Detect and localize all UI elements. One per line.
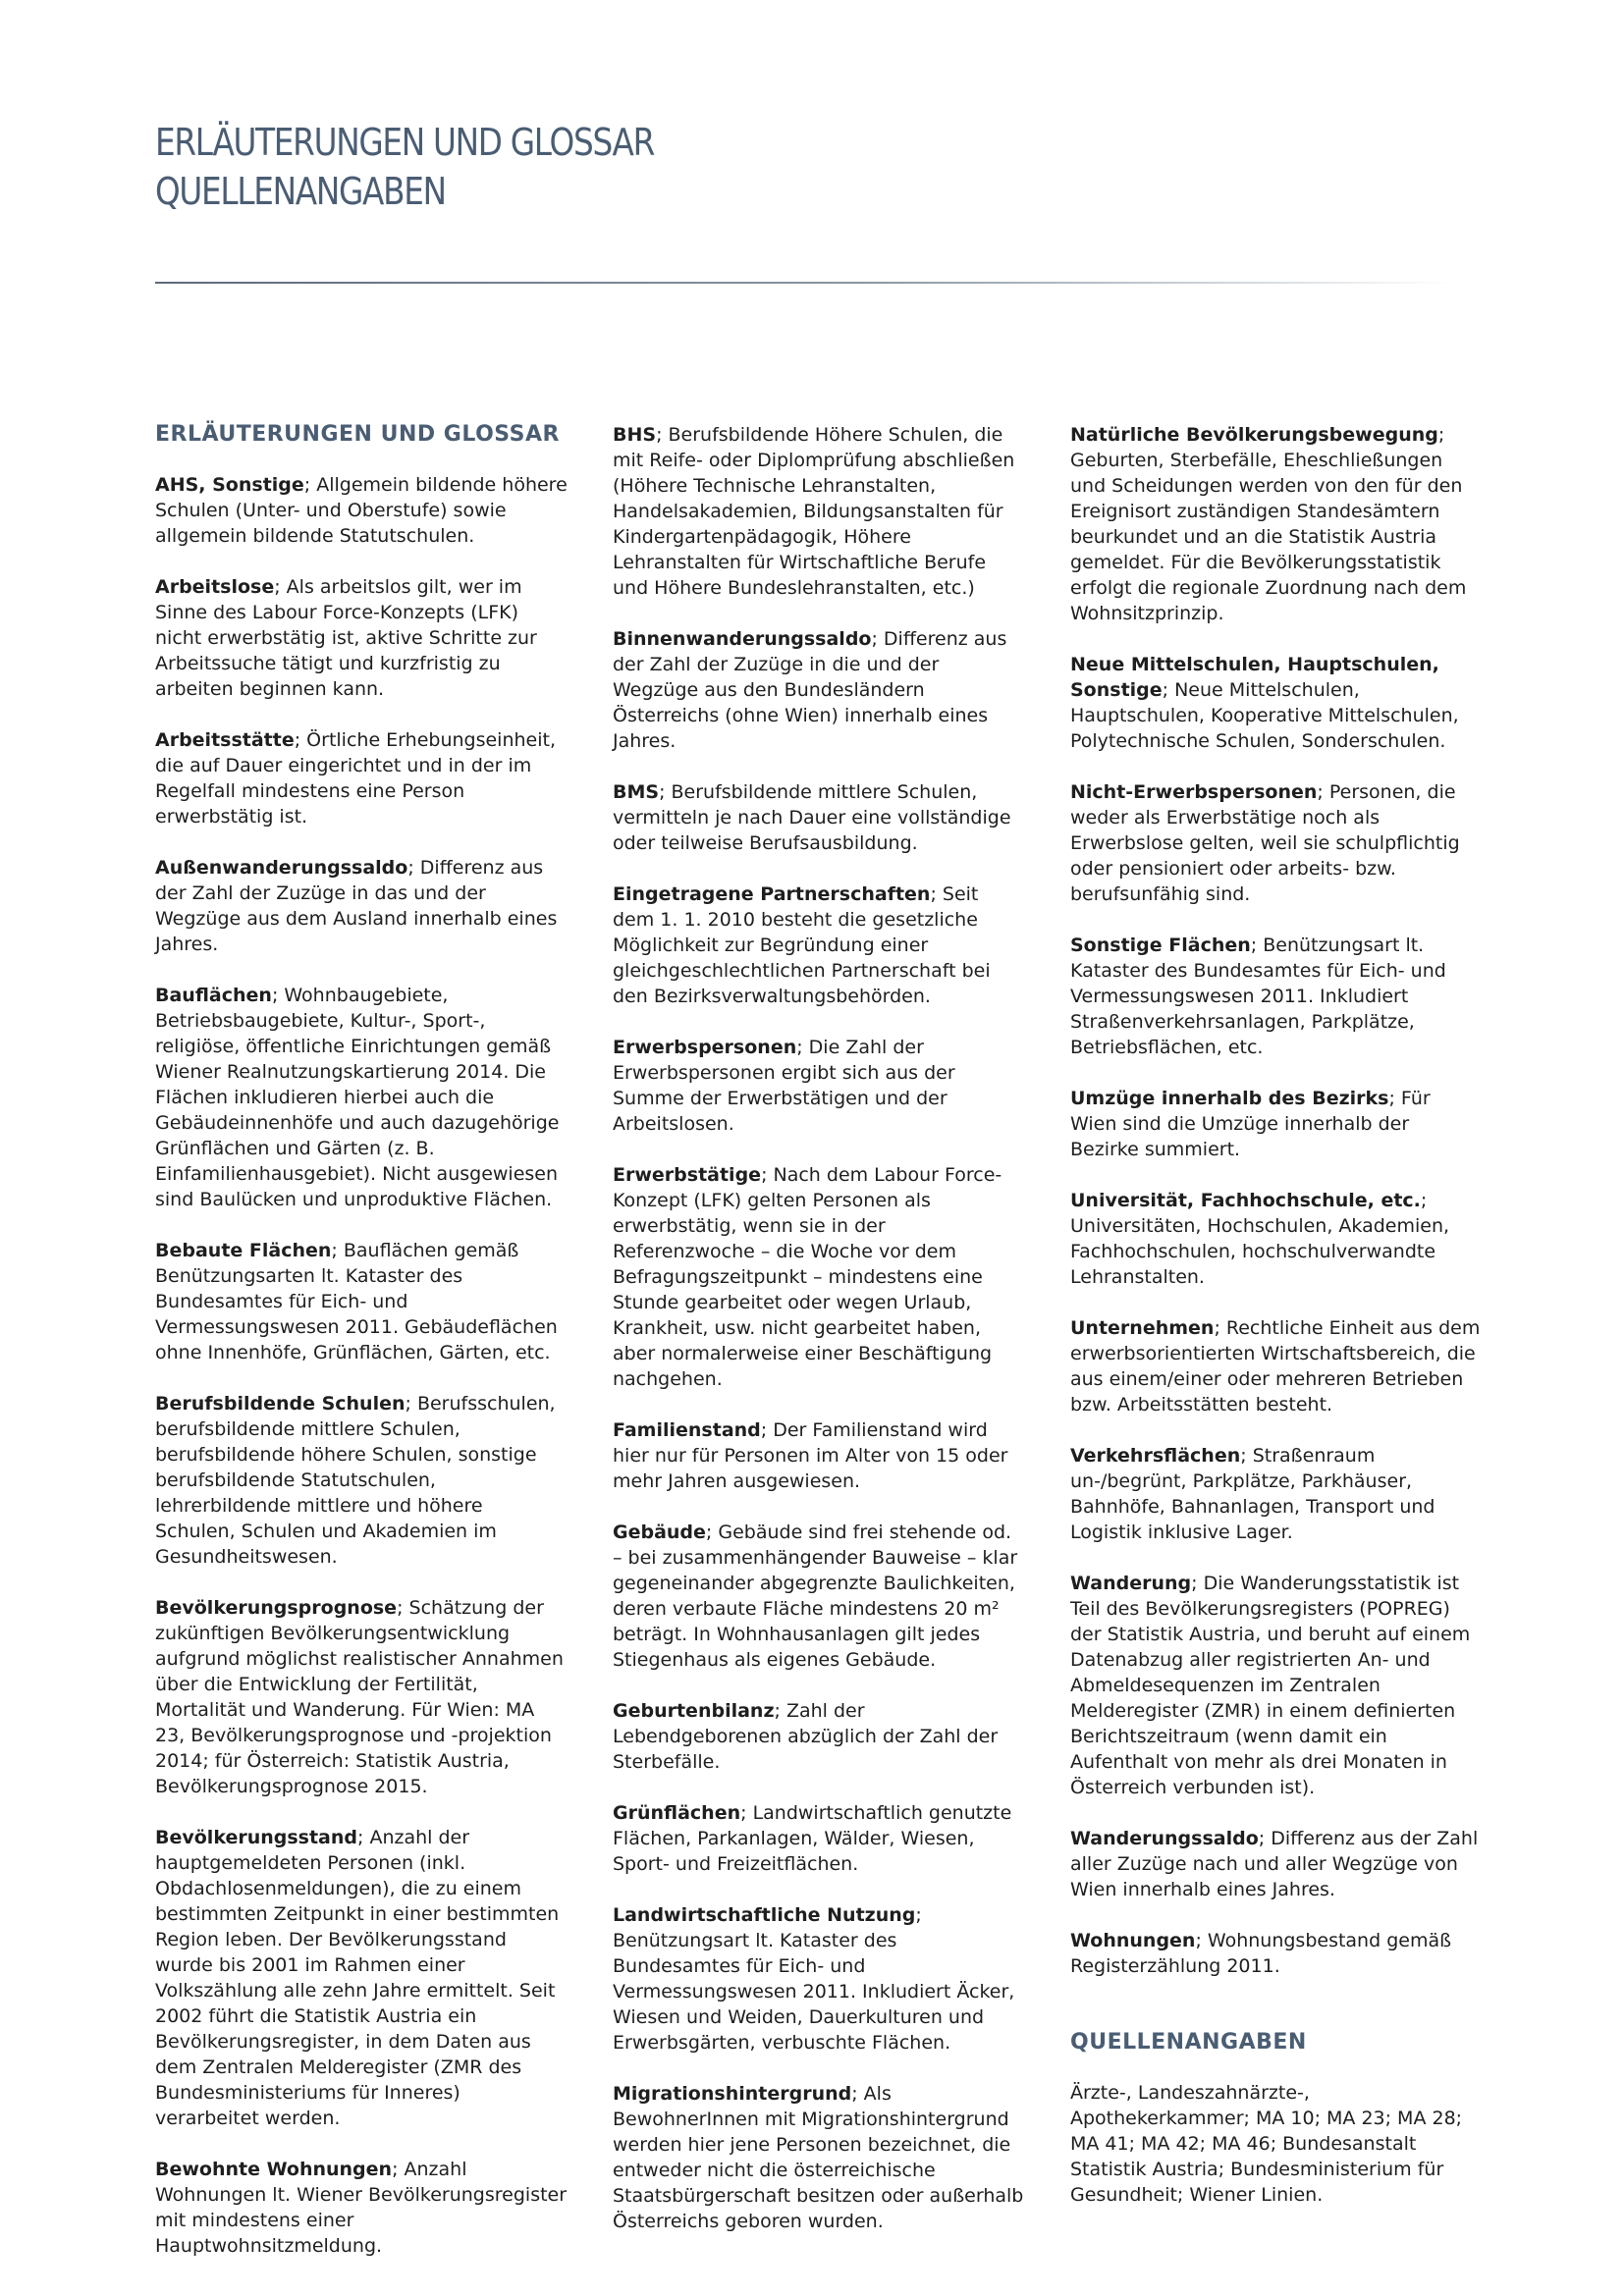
- glossary-definition: ; Die Zahl der Erwerbspersonen ergibt sich aus der Summe der Erwerbstätigen und der Arbeitslosen.: [613, 1037, 955, 1135]
- glossary-definition: ; Als arbeitslos gilt, wer im Sinne des Labour Force-Konzepts (LFK) nicht erwerbstätig ist, aktive Schritte zur Arbeitssuche tätigt und kurzfristig zu arbeiten beginnen kann.: [155, 576, 537, 700]
- glossary-term: Berufsbildende Schulen: [155, 1393, 406, 1415]
- glossary-definition: ; Personen, die weder als Erwerbstätige noch als Erwerbslose gelten, weil sie schulpflichtig oder pensioniert oder arbeits- bzw. berufsunfähig sind.: [1070, 781, 1460, 905]
- glossary-entry: [613, 881, 1025, 1009]
- glossary-term: Erwerbstätige: [613, 1164, 762, 1186]
- glossary-definition: ; Universitäten, Hochschulen, Akademien, Fachhochschulen, hochschulverwandte Lehranstalten.: [1070, 1190, 1450, 1288]
- glossary-term: Erwerbspersonen: [613, 1037, 797, 1058]
- glossary-entry: [155, 472, 568, 549]
- glossary-entry: [613, 1800, 1025, 1877]
- glossary-entry: [1070, 1086, 1483, 1162]
- glossary-entry: [613, 1902, 1025, 2056]
- column-2: [613, 422, 1025, 2260]
- glossary-definition: ; Differenz aus der Zahl aller Zuzüge nach und aller Wegzüge von Wien innerhalb eines Jahres.: [1070, 1828, 1479, 1900]
- glossary-entry: [613, 1520, 1025, 1673]
- glossary-entry: [155, 574, 568, 702]
- glossary-term: BMS: [613, 781, 660, 803]
- glossary-entry: [1070, 779, 1483, 907]
- glossary-entry: [155, 1391, 568, 1570]
- glossary-entry: [155, 1595, 568, 1799]
- glossary-definition: ; Berufsschulen, berufsbildende mittlere Schulen, berufsbildende höhere Schulen, sonstige berufsbildende Statutschulen, lehrerbildende mittlere und höhere Schulen, Schulen und Akademien im Gesundheitswesen.: [155, 1393, 556, 1568]
- glossary-term: Nicht-Erwerbspersonen: [1070, 781, 1318, 803]
- glossary-definition: ; Straßenraum un-/begrünt, Parkplätze, Parkhäuser, Bahnhöfe, Bahnanlagen, Transport und Logistik inklusive Lager.: [1070, 1445, 1435, 1543]
- glossary-definition: ; Benützungsart lt. Kataster des Bundesamtes für Eich- und Vermessungswesen 2011. Inkludiert Äcker, Wiesen und Weiden, Dauerkulturen und Erwerbsgärten, verbuschte Flächen.: [613, 1904, 1015, 2054]
- glossary-definition: ; Als BewohnerInnen mit Migrationshintergrund werden hier jene Personen bezeichnet, die entweder nicht die österreichische Staatsbürgerschaft besitzen oder außerhalb Österreichs geboren wurden.: [613, 2083, 1024, 2232]
- glossary-entry: [613, 1698, 1025, 1775]
- glossary-entry: [155, 1825, 568, 2131]
- sources-text: Ärzte-, Landeszahnärzte-, Apothekerkammer; MA 10; MA 23; MA 28; MA 41; MA 42; MA 46; Bundesanstalt Statistik Austria; Bundesministerium für Gesundheit; Wiener Linien.: [1070, 2082, 1463, 2206]
- glossary-entry: [613, 422, 1025, 601]
- glossary-entry: [155, 1238, 568, 1365]
- sources-heading: QUELLENANGABEN: [1070, 2030, 1307, 2055]
- glossary-entry: [1070, 422, 1483, 626]
- glossary-definition: ; Geburten, Sterbefälle, Eheschließungen und Scheidungen werden von den für den Ereignisort zuständigen Standesämtern beurkundet und an die Statistik Austria gemeldet. Für die Bevölkerungsstatistik erfolgt die regionale Zuordnung nach dem Wohnsitzprinzip.: [1070, 424, 1467, 624]
- glossary-term: Wohnungen: [1070, 1930, 1196, 1951]
- glossary-definition: ; Differenz aus der Zahl der Zuzüge in die und der Wegzüge aus den Bundesländern Österreichs (ohne Wien) innerhalb eines Jahres.: [613, 628, 1007, 752]
- glossary-definition: ; Wohnbaugebiete, Betriebsbaugebiete, Kultur-, Sport-, religiöse, öffentliche Einrichtungen gemäß Wiener Realnutzungskartierung 2014. Die Flächen inkludieren hierbei auch die Gebäudeinnenhöfe und auch dazugehörige Grünflächen und Gärten (z. B. Einfamilienhausgebiet). Nicht ausgewiesen sind Baulücken und unproduktive Flächen.: [155, 985, 560, 1210]
- glossary-entry: [613, 1417, 1025, 1494]
- glossary-term: Arbeitslose: [155, 576, 275, 598]
- glossary-entry: [1070, 652, 1483, 754]
- glossary-definition: ; Die Wanderungsstatistik ist Teil des Bevölkerungsregisters (POPREG) der Statistik Austria, und beruht auf einem Datenabzug aller registrierten An- und Abmeldesequenzen im Zentralen Melderegister (ZMR) in einem definierten Berichtszeitraum (wenn damit ein Aufenthalt von mehr als drei Monaten in Österreich verbunden ist).: [1070, 1573, 1471, 1798]
- page-title-line-2: QUELLENANGABEN: [155, 170, 446, 213]
- glossary-definition: ; Allgemein bildende höhere Schulen (Unter- und Oberstufe) sowie allgemein bildende Statutschulen.: [155, 474, 568, 547]
- glossary-term: Verkehrsflächen: [1070, 1445, 1241, 1467]
- glossary-entry: [613, 626, 1025, 754]
- glossary-term: Unternehmen: [1070, 1317, 1215, 1339]
- glossary-definition: ; Anzahl der hauptgemeldeten Personen (inkl. Obdachlosenmeldungen), die zu einem bestimmten Zeitpunkt in einer bestimmten Region leben. Der Bevölkerungsstand wurde bis 2001 im Rahmen einer Volkszählung alle zehn Jahre ermittelt. Seit 2002 führt die Statistik Austria ein Bevölkerungsregister, in dem Daten aus dem Zentralen Melderegister (ZMR des Bundesministeriums für Inneres) verarbeitet werden.: [155, 1827, 560, 2129]
- glossary-term: Natürliche Bevölkerungsbewegung: [1070, 424, 1438, 446]
- glossary-definition: ; Differenz aus der Zahl der Zuzüge in das und der Wegzüge aus dem Ausland innerhalb eines Jahres.: [155, 857, 558, 955]
- glossary-entry: [155, 855, 568, 957]
- page-title-line-1: ERLÄUTERUNGEN UND GLOSSAR: [155, 121, 654, 164]
- glossary-term: Bevölkerungsprognose: [155, 1597, 398, 1619]
- glossary-definition: ; Seit dem 1. 1. 2010 besteht die gesetzliche Möglichkeit zur Begründung einer gleichgeschlechtlichen Partnerschaft bei den Bezirksverwaltungsbehörden.: [613, 883, 991, 1007]
- glossary-term: Bebaute Flächen: [155, 1240, 332, 1261]
- glossary-term: Universität, Fachhochschule, etc.: [1070, 1190, 1421, 1211]
- glossary-entry: [1070, 1571, 1483, 1800]
- page-title: [155, 118, 654, 216]
- glossary-definition: ; Zahl der Lebendgeborenen abzüglich der Zahl der Sterbefälle.: [613, 1700, 999, 1773]
- glossary-definition: ; Wohnungsbestand gemäß Registerzählung 2011.: [1070, 1930, 1452, 1977]
- glossary-definition: ; Der Familienstand wird hier nur für Personen im Alter von 15 oder mehr Jahren ausgewiesen.: [613, 1419, 1008, 1492]
- glossary-term: Umzüge innerhalb des Bezirks: [1070, 1088, 1389, 1109]
- glossary-definition: ; Benützungsart lt. Kataster des Bundesamtes für Eich- und Vermessungswesen 2011. Inkludiert Straßenverkehrsanlagen, Parkplätze, Betriebsflächen, etc.: [1070, 934, 1446, 1058]
- glossary-term: Wanderungssaldo: [1070, 1828, 1259, 1849]
- glossary-term: Gebäude: [613, 1522, 706, 1543]
- glossary-definition: ; Nach dem Labour Force-Konzept (LFK) gelten Personen als erwerbstätig, wenn sie in der Referenzwoche – die Woche vor dem Befragungszeitpunkt – mindestens eine Stunde gearbeitet oder wegen Urlaub, Krankheit, usw. nicht gearbeitet haben, aber normalerweise einer Beschäftigung nachgehen.: [613, 1164, 1002, 1390]
- glossary-entry: [1070, 1826, 1483, 1902]
- glossary-definition: ; Neue Mittelschulen, Hauptschulen, Kooperative Mittelschulen, Polytechnische Schulen, Sonderschulen.: [1070, 679, 1459, 752]
- glossary-entry: [155, 983, 568, 1212]
- glossary-entry: [613, 1162, 1025, 1392]
- glossary-term: Bauflächen: [155, 985, 272, 1006]
- glossary-term: Landwirtschaftliche Nutzung: [613, 1904, 916, 1926]
- glossary-definition: ; Berufsbildende mittlere Schulen, vermitteln je nach Dauer eine vollständige oder teilweise Berufsausbildung.: [613, 781, 1011, 854]
- header-divider: [155, 282, 1453, 284]
- glossary-definition: ; Gebäude sind frei stehende od. – bei zusammenhängender Bauweise – klar gegeneinander abgegrenzte Baulichkeiten, deren verbaute Fläche mindestens 20 m² beträgt. In Wohnhausanlagen gilt jedes Stiegenhaus als eigenes Gebäude.: [613, 1522, 1018, 1671]
- glossary-definition: ; Landwirtschaftlich genutzte Flächen, Parkanlagen, Wälder, Wiesen, Sport- und Freizeitflächen.: [613, 1802, 1012, 1875]
- glossary-term: Wanderung: [1070, 1573, 1192, 1594]
- column-3: [1070, 422, 1483, 2233]
- glossary-entry: [613, 1035, 1025, 1137]
- glossary-entry: [1070, 1928, 1483, 1979]
- column-1: [155, 422, 568, 2284]
- glossary-term: Migrationshintergrund: [613, 2083, 852, 2105]
- glossary-entry: [1070, 1315, 1483, 1417]
- glossary-entry: [613, 779, 1025, 856]
- glossary-term: Arbeitsstätte: [155, 729, 295, 751]
- glossary-entry: [155, 727, 568, 829]
- glossary-entry: [613, 2081, 1025, 2234]
- glossary-term: Grünflächen: [613, 1802, 741, 1824]
- glossary-definition: ; Anzahl Wohnungen lt. Wiener Bevölkerungsregister mit mindestens einer Hauptwohnsitzmeldung.: [155, 2159, 568, 2257]
- glossary-definition: ; Bauflächen gemäß Benützungsarten lt. Kataster des Bundesamtes für Eich- und Vermessungswesen 2011. Gebäudeflächen ohne Innenhöfe, Grünflächen, Gärten, etc.: [155, 1240, 558, 1363]
- glossary-term: Bevölkerungsstand: [155, 1827, 358, 1848]
- glossary-definition: ; Für Wien sind die Umzüge innerhalb der Bezirke summiert.: [1070, 1088, 1431, 1160]
- glossary-entry: [1070, 1188, 1483, 1290]
- glossary-term: Binnenwanderungssaldo: [613, 628, 872, 650]
- glossary-term: Eingetragene Partnerschaften: [613, 883, 931, 905]
- glossary-definition: ; Örtliche Erhebungseinheit, die auf Dauer eingerichtet und in der im Regelfall mindestens eine Person erwerbstätig ist.: [155, 729, 556, 828]
- glossary-definition: ; Schätzung der zukünftigen Bevölkerungsentwicklung aufgrund möglichst realistischer Annahmen über die Entwicklung der Fertilität, Mortalität und Wanderung. Für Wien: MA 23, Bevölkerungsprognose und -projektion 2014; für Österreich: Statistik Austria, Bevölkerungsprognose 2015.: [155, 1597, 564, 1797]
- glossary-entry: [155, 2157, 568, 2259]
- glossary-term: BHS: [613, 424, 657, 446]
- glossary-term: Außenwanderungssaldo: [155, 857, 408, 879]
- glossary-entry: [1070, 1443, 1483, 1545]
- glossary-heading: ERLÄUTERUNGEN UND GLOSSAR: [155, 422, 560, 447]
- glossary-definition: ; Rechtliche Einheit aus dem erwerbsorientierten Wirtschaftsbereich, die aus einem/einer oder mehreren Betrieben bzw. Arbeitsstätten besteht.: [1070, 1317, 1481, 1415]
- glossary-definition: ; Berufsbildende Höhere Schulen, die mit Reife- oder Diplomprüfung abschließen (Höhere Technische Lehranstalten, Handelsakademien, Bildungsanstalten für Kindergartenpädagogik, Höhere Lehranstalten für Wirtschaftliche Berufe und Höhere Bundeslehranstalten, etc.): [613, 424, 1015, 599]
- glossary-term: AHS, Sonstige: [155, 474, 304, 496]
- glossary-term: Familienstand: [613, 1419, 761, 1441]
- glossary-term: Neue Mittelschulen, Hauptschulen, Sonstige: [1070, 654, 1439, 701]
- glossary-term: Bewohnte Wohnungen: [155, 2159, 393, 2180]
- glossary-entry: [1070, 933, 1483, 1060]
- glossary-term: Geburtenbilanz: [613, 1700, 775, 1722]
- glossary-term: Sonstige Flächen: [1070, 934, 1251, 956]
